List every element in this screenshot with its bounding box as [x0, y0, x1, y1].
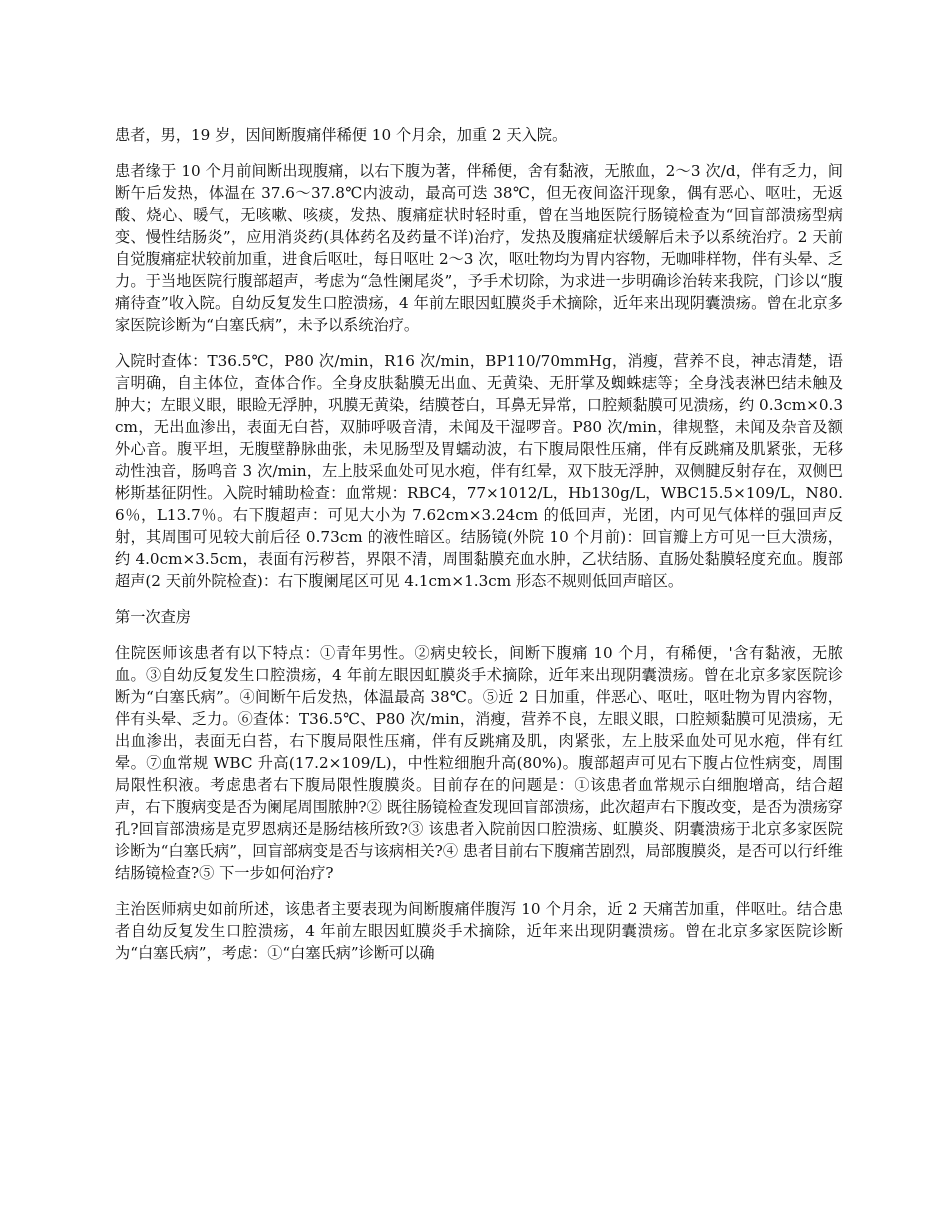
attending-analysis-paragraph: 主治医师病史如前所述，该患者主要表现为间断腹痛伴腹泻 10 个月余，近 2 天痛苦加重，伴呕吐。结合患者自幼反复发生口腔溃疡，4 年前左眼因虹膜炎手术摘除，近年来出现阴囊溃疡。曾在北京多家医院诊断为“白塞氏病”，考虑：①“白塞氏病”诊断可以确: [115, 900, 843, 962]
physical-exam-paragraph: 入院时查体：T36.5℃，P80 次/min，R16 次/min，BP110/70mmHg，消瘦，营养不良，神志清楚，语言明确，自主体位，查体合作。全身皮肤黏膜无出血、无黄染、无肝掌及蜘蛛痣等；全身浅表淋巴结未触及肿大；左眼义眼，眼睑无浮肿，巩膜无黄染，结膜苍白，耳鼻无异常，口腔颊黏膜可见溃疡，约 0.3cm×0.3cm，无出血渗出，表面无白苔，双肺呼吸音清，未闻及干湿啰音。P80 次/min，律规整，未闻及杂音及额外心音。腹平坦，无腹壁静脉曲张，未见肠型及胃蠕动波，右下腹局限性压痛，伴有反跳痛及肌紧张，无移动性浊音，肠鸣音 3 次/min，左上肢采血处可见水疱，伴有红晕，双下肢无浮肿，双侧腱反射存在，双侧巴彬斯基征阴性。入院时辅助检查：血常规：RBC4，77×1012/L，Hb130g/L，WBC15.5×109/L，N80.6％，L13.7％。右下腹超声：可见大小为 7.62cm×3.24cm 的低回声，光团，内可见气体样的强回声反射，其周围可见较大前后径 0.73cm 的液性暗区。结肠镜(外院 10 个月前)：回盲瓣上方可见一巨大溃疡，约 4.0cm×3.5cm，表面有污秽苔，界限不清，周围黏膜充血水肿，乙状结肠、直肠处黏膜轻度充血。腹部超声(2 天前外院检查)：右下腹阑尾区可见 4.1cm×1.3cm 形态不规则低回声暗区。: [115, 352, 843, 590]
present-illness-paragraph: 患者缘于 10 个月前间断出现腹痛，以右下腹为著，伴稀便，舍有黏液，无脓血，2～3 次/d，伴有乏力，间断午后发热，体温在 37.6～37.8℃内波动，最高可迭 38℃，但无夜间盗汗现象，偶有恶心、呕吐，无返酸、烧心、暖气，无咳嗽、咳痰，发热、腹痛症状时轻时重，曾在当地医院行肠镜检查为“回盲部溃疡型病变、慢性结肠炎”，应用消炎药(具体药名及药量不详)治疗，发热及腹痛症状缓解后未予以系统治疗。2 天前自觉腹痛症状较前加重，进食后呕吐，每日呕吐 2～3 次，呕吐物均为胃内容物，无咖啡样物，伴有头晕、乏力。于当地医院行腹部超声，考虑为“急性阑尾炎”，予手术切除，为求进一步明确诊治转来我院，门诊以“腹痛待查”收入院。自幼反复发生口腔溃疡，4 年前左眼因虹膜炎手术摘除，近年来出现阴囊溃疡。曾在北京多家医院诊断为“白塞氏病”，未予以系统治疗。: [115, 162, 843, 334]
document-page: [115, 124, 843, 964]
first-ward-round-heading: 第一次查房: [115, 608, 191, 626]
resident-analysis-paragraph: 住院医师该患者有以下特点：①青年男性。②病史较长，间断下腹痛 10 个月，有稀便，'含有黏液，无脓血。③自幼反复发生口腔溃疡，4 年前左眼因虹膜炎手术摘除，近年来出现阴囊溃疡。曾在北京多家医院诊断为“白塞氏病”。④间断午后发热，体温最高 38℃。⑤近 2 日加重，伴恶心、呕吐，呕吐物为胃内容物，伴有头晕、乏力。⑥查体：T36.5℃、P80 次/min，消瘦，营养不良，左眼义眼，口腔颊黏膜可见溃疡，无出血渗出，表面无白苔，右下腹局限性压痛，伴有反跳痛及肌，肉紧张，左上肢采血处可见水疱，伴有红晕。⑦血常规 WBC 升高(17.2×109/L)，中性粒细胞升高(80%)。腹部超声可见右下腹占位性病变，周围局限性积液。考虑患者右下腹局限性腹膜炎。目前存在的问题是：①该患者血常规示白细胞增高，结合超声，右下腹病变是否为阑尾周围脓肿?② 既往肠镜检查发现回盲部溃疡，此次超声右下腹改变，是否为溃疡穿孔?回盲部溃疡是克罗恩病还是肠结核所致?③ 该患者入院前因口腔溃疡、虹膜炎、阴囊溃疡于北京多家医院诊断为“白塞氏病”，回盲部病变是否与该病相关?④ 患者目前右下腹痛苦剧烈，局部腹膜炎，是否可以行纤维结肠镜检查?⑤ 下一步如何治疗?: [115, 644, 843, 882]
chief-complaint-paragraph: 患者，男，19 岁，因间断腹痛伴稀便 10 个月余，加重 2 天入院。: [115, 126, 568, 144]
